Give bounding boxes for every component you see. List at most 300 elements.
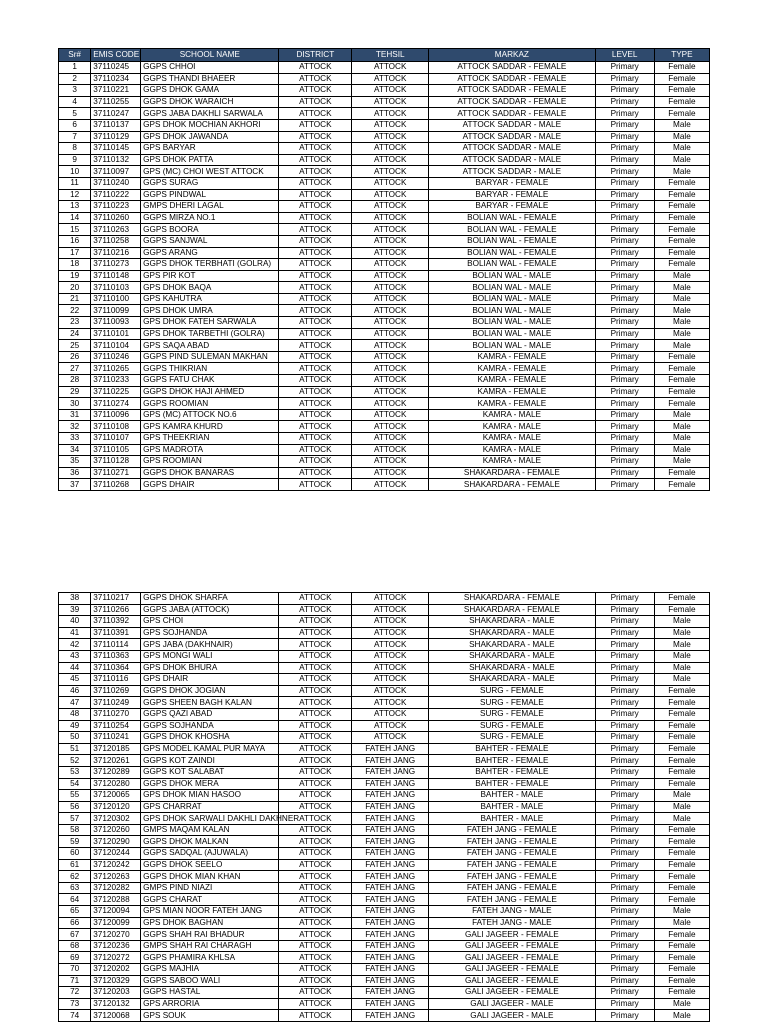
cell-tehsil: FATEH JANG <box>352 836 429 848</box>
cell-level: Primary <box>595 166 654 178</box>
cell-type: Female <box>654 952 709 964</box>
cell-markaz: BAHTER - FEMALE <box>429 778 595 790</box>
cell-tehsil: ATTOCK <box>352 85 429 97</box>
cell-level: Primary <box>595 212 654 224</box>
table-row <box>59 154 710 166</box>
cell-tehsil: ATTOCK <box>352 639 429 651</box>
cell-emis-code: 37120242 <box>91 859 141 871</box>
cell-level: Primary <box>595 433 654 445</box>
cell-sr: 52 <box>59 755 91 767</box>
cell-level: Primary <box>595 119 654 131</box>
cell-district: ATTOCK <box>279 166 352 178</box>
cell-level: Primary <box>595 340 654 352</box>
cell-sr: 57 <box>59 813 91 825</box>
header-type: TYPE <box>654 49 709 62</box>
cell-type: Female <box>654 987 709 999</box>
school-table-top <box>58 48 710 491</box>
cell-emis-code: 37120094 <box>91 906 141 918</box>
cell-tehsil: FATEH JANG <box>352 801 429 813</box>
cell-sr: 6 <box>59 119 91 131</box>
cell-district: ATTOCK <box>279 848 352 860</box>
cell-emis-code: 37110271 <box>91 467 141 479</box>
cell-tehsil: ATTOCK <box>352 212 429 224</box>
cell-district: ATTOCK <box>279 639 352 651</box>
table-row <box>59 685 710 697</box>
cell-type: Female <box>654 212 709 224</box>
cell-emis-code: 37110392 <box>91 616 141 628</box>
cell-sr: 56 <box>59 801 91 813</box>
cell-level: Primary <box>595 952 654 964</box>
table-row <box>59 766 710 778</box>
cell-emis-code: 37110129 <box>91 131 141 143</box>
cell-markaz: KAMRA - FEMALE <box>429 386 595 398</box>
table-row <box>59 801 710 813</box>
cell-sr: 55 <box>59 790 91 802</box>
table-row <box>59 340 710 352</box>
cell-level: Primary <box>595 444 654 456</box>
cell-emis-code: 37110241 <box>91 732 141 744</box>
cell-level: Primary <box>595 467 654 479</box>
table-row <box>59 917 710 929</box>
cell-markaz: GALI JAGEER - FEMALE <box>429 964 595 976</box>
cell-markaz: KAMRA - MALE <box>429 409 595 421</box>
header-district: DISTRICT <box>279 49 352 62</box>
cell-tehsil: ATTOCK <box>352 593 429 605</box>
table-row <box>59 479 710 491</box>
cell-district: ATTOCK <box>279 85 352 97</box>
cell-district: ATTOCK <box>279 708 352 720</box>
cell-district: ATTOCK <box>279 363 352 375</box>
cell-level: Primary <box>595 929 654 941</box>
cell-emis-code: 37120282 <box>91 882 141 894</box>
cell-sr: 20 <box>59 282 91 294</box>
cell-type: Female <box>654 604 709 616</box>
cell-emis-code: 37110105 <box>91 444 141 456</box>
table-row <box>59 755 710 767</box>
cell-markaz: SURG - FEMALE <box>429 697 595 709</box>
cell-markaz: BAHTER - FEMALE <box>429 743 595 755</box>
cell-type: Male <box>654 119 709 131</box>
cell-markaz: SHAKARDARA - FEMALE <box>429 593 595 605</box>
cell-tehsil: ATTOCK <box>352 247 429 259</box>
cell-type: Female <box>654 720 709 732</box>
cell-emis-code: 37110093 <box>91 317 141 329</box>
cell-markaz: ATTOCK SADDAR - FEMALE <box>429 73 595 85</box>
table-body-bottom <box>59 593 710 1022</box>
cell-type: Male <box>654 305 709 317</box>
cell-tehsil: ATTOCK <box>352 201 429 213</box>
cell-district: ATTOCK <box>279 328 352 340</box>
cell-type: Female <box>654 62 709 74</box>
cell-level: Primary <box>595 708 654 720</box>
cell-level: Primary <box>595 270 654 282</box>
table-row <box>59 467 710 479</box>
cell-district: ATTOCK <box>279 755 352 767</box>
cell-school-name: GMPS MAQAM KALAN <box>141 824 279 836</box>
cell-type: Female <box>654 848 709 860</box>
cell-district: ATTOCK <box>279 456 352 468</box>
cell-level: Primary <box>595 247 654 259</box>
table-row <box>59 386 710 398</box>
cell-markaz: SURG - FEMALE <box>429 732 595 744</box>
table-row <box>59 96 710 108</box>
cell-sr: 8 <box>59 143 91 155</box>
cell-sr: 21 <box>59 293 91 305</box>
cell-district: ATTOCK <box>279 143 352 155</box>
cell-sr: 64 <box>59 894 91 906</box>
cell-markaz: BARYAR - FEMALE <box>429 201 595 213</box>
cell-type: Female <box>654 386 709 398</box>
table-row <box>59 952 710 964</box>
cell-type: Male <box>654 433 709 445</box>
cell-sr: 60 <box>59 848 91 860</box>
cell-sr: 40 <box>59 616 91 628</box>
cell-emis-code: 37110363 <box>91 650 141 662</box>
cell-level: Primary <box>595 131 654 143</box>
cell-district: ATTOCK <box>279 975 352 987</box>
cell-tehsil: ATTOCK <box>352 433 429 445</box>
cell-school-name: GGPS CHHOI <box>141 62 279 74</box>
cell-type: Female <box>654 859 709 871</box>
cell-emis-code: 37110254 <box>91 720 141 732</box>
cell-level: Primary <box>595 894 654 906</box>
table-row <box>59 108 710 120</box>
cell-type: Female <box>654 836 709 848</box>
table-row <box>59 421 710 433</box>
cell-type: Female <box>654 363 709 375</box>
cell-markaz: KAMRA - FEMALE <box>429 375 595 387</box>
cell-sr: 71 <box>59 975 91 987</box>
cell-level: Primary <box>595 778 654 790</box>
table-row <box>59 998 710 1010</box>
table-row <box>59 940 710 952</box>
cell-emis-code: 37110107 <box>91 433 141 445</box>
cell-tehsil: FATEH JANG <box>352 906 429 918</box>
cell-tehsil: ATTOCK <box>352 386 429 398</box>
cell-level: Primary <box>595 964 654 976</box>
cell-level: Primary <box>595 662 654 674</box>
cell-sr: 59 <box>59 836 91 848</box>
cell-markaz: FATEH JANG - MALE <box>429 906 595 918</box>
cell-type: Female <box>654 929 709 941</box>
table-row <box>59 743 710 755</box>
cell-district: ATTOCK <box>279 917 352 929</box>
cell-school-name: GGPS DHOK MERA <box>141 778 279 790</box>
cell-markaz: GALI JAGEER - FEMALE <box>429 952 595 964</box>
cell-markaz: SHAKARDARA - MALE <box>429 662 595 674</box>
cell-school-name: GGPS JABA DAKHLI SARWALA <box>141 108 279 120</box>
cell-district: ATTOCK <box>279 177 352 189</box>
cell-markaz: ATTOCK SADDAR - MALE <box>429 166 595 178</box>
cell-type: Female <box>654 247 709 259</box>
cell-level: Primary <box>595 627 654 639</box>
cell-sr: 72 <box>59 987 91 999</box>
cell-markaz: GALI JAGEER - MALE <box>429 1010 595 1022</box>
cell-emis-code: 37110222 <box>91 189 141 201</box>
table-row <box>59 848 710 860</box>
cell-school-name: GGPS DHOK JOGIAN <box>141 685 279 697</box>
cell-school-name: GPS CHOI <box>141 616 279 628</box>
cell-markaz: SHAKARDARA - MALE <box>429 639 595 651</box>
cell-school-name: GGPS FATU CHAK <box>141 375 279 387</box>
cell-district: ATTOCK <box>279 212 352 224</box>
cell-school-name: GMPS DHERI LAGAL <box>141 201 279 213</box>
cell-type: Female <box>654 778 709 790</box>
cell-district: ATTOCK <box>279 467 352 479</box>
cell-type: Female <box>654 743 709 755</box>
table-row <box>59 674 710 686</box>
cell-sr: 31 <box>59 409 91 421</box>
cell-type: Female <box>654 685 709 697</box>
cell-tehsil: FATEH JANG <box>352 917 429 929</box>
header-emis-code: EMIS CODE <box>91 49 141 62</box>
cell-sr: 36 <box>59 467 91 479</box>
cell-emis-code: 37120202 <box>91 964 141 976</box>
cell-type: Male <box>654 917 709 929</box>
table-row <box>59 363 710 375</box>
cell-markaz: FATEH JANG - MALE <box>429 917 595 929</box>
cell-markaz: BOLIAN WAL - MALE <box>429 328 595 340</box>
cell-emis-code: 37110128 <box>91 456 141 468</box>
cell-markaz: BOLIAN WAL - FEMALE <box>429 224 595 236</box>
cell-tehsil: ATTOCK <box>352 363 429 375</box>
cell-type: Female <box>654 201 709 213</box>
cell-level: Primary <box>595 917 654 929</box>
cell-markaz: ATTOCK SADDAR - FEMALE <box>429 108 595 120</box>
cell-emis-code: 37110101 <box>91 328 141 340</box>
cell-tehsil: FATEH JANG <box>352 987 429 999</box>
cell-type: Male <box>654 790 709 802</box>
cell-type: Female <box>654 593 709 605</box>
cell-markaz: BAHTER - MALE <box>429 813 595 825</box>
cell-district: ATTOCK <box>279 398 352 410</box>
cell-emis-code: 37120288 <box>91 894 141 906</box>
cell-school-name: GPS MODEL KAMAL PUR MAYA <box>141 743 279 755</box>
cell-district: ATTOCK <box>279 616 352 628</box>
cell-markaz: GALI JAGEER - FEMALE <box>429 940 595 952</box>
cell-sr: 41 <box>59 627 91 639</box>
cell-school-name: GPS DHOK BAGHAN <box>141 917 279 929</box>
cell-district: ATTOCK <box>279 801 352 813</box>
cell-markaz: ATTOCK SADDAR - MALE <box>429 131 595 143</box>
cell-tehsil: ATTOCK <box>352 143 429 155</box>
cell-tehsil: ATTOCK <box>352 166 429 178</box>
cell-emis-code: 37110137 <box>91 119 141 131</box>
cell-level: Primary <box>595 859 654 871</box>
table-row <box>59 85 710 97</box>
cell-district: ATTOCK <box>279 732 352 744</box>
cell-school-name: GGPS DHOK SHARFA <box>141 593 279 605</box>
cell-school-name: GGPS SURAG <box>141 177 279 189</box>
cell-markaz: ATTOCK SADDAR - MALE <box>429 143 595 155</box>
cell-emis-code: 37110132 <box>91 154 141 166</box>
cell-tehsil: FATEH JANG <box>352 871 429 883</box>
table-row <box>59 871 710 883</box>
cell-sr: 30 <box>59 398 91 410</box>
cell-type: Female <box>654 708 709 720</box>
cell-district: ATTOCK <box>279 813 352 825</box>
cell-district: ATTOCK <box>279 154 352 166</box>
cell-emis-code: 37110266 <box>91 604 141 616</box>
cell-level: Primary <box>595 836 654 848</box>
cell-sr: 50 <box>59 732 91 744</box>
cell-district: ATTOCK <box>279 293 352 305</box>
cell-school-name: GGPS DHOK MALKAN <box>141 836 279 848</box>
table-row <box>59 987 710 999</box>
cell-district: ATTOCK <box>279 882 352 894</box>
cell-type: Male <box>654 293 709 305</box>
cell-district: ATTOCK <box>279 871 352 883</box>
cell-school-name: GGPS SANJWAL <box>141 235 279 247</box>
cell-level: Primary <box>595 987 654 999</box>
cell-emis-code: 37110099 <box>91 305 141 317</box>
cell-tehsil: ATTOCK <box>352 270 429 282</box>
cell-school-name: GGPS DHOK HAJI AHMED <box>141 386 279 398</box>
cell-tehsil: ATTOCK <box>352 720 429 732</box>
cell-district: ATTOCK <box>279 108 352 120</box>
cell-district: ATTOCK <box>279 375 352 387</box>
cell-markaz: BOLIAN WAL - MALE <box>429 305 595 317</box>
table-row <box>59 119 710 131</box>
cell-school-name: GPS MIAN NOOR FATEH JANG <box>141 906 279 918</box>
cell-emis-code: 37110240 <box>91 177 141 189</box>
cell-type: Female <box>654 96 709 108</box>
cell-sr: 22 <box>59 305 91 317</box>
cell-school-name: GPS DHOK MOCHIAN AKHORI <box>141 119 279 131</box>
cell-tehsil: FATEH JANG <box>352 766 429 778</box>
cell-district: ATTOCK <box>279 201 352 213</box>
cell-markaz: BOLIAN WAL - MALE <box>429 317 595 329</box>
cell-markaz: SHAKARDARA - FEMALE <box>429 479 595 491</box>
cell-sr: 65 <box>59 906 91 918</box>
cell-emis-code: 37110100 <box>91 293 141 305</box>
cell-level: Primary <box>595 398 654 410</box>
cell-tehsil: ATTOCK <box>352 305 429 317</box>
cell-markaz: FATEH JANG - FEMALE <box>429 848 595 860</box>
table-row <box>59 293 710 305</box>
cell-type: Female <box>654 479 709 491</box>
cell-sr: 11 <box>59 177 91 189</box>
cell-emis-code: 37110249 <box>91 697 141 709</box>
cell-markaz: KAMRA - MALE <box>429 433 595 445</box>
table-row <box>59 1010 710 1022</box>
cell-tehsil: FATEH JANG <box>352 952 429 964</box>
cell-emis-code: 37110265 <box>91 363 141 375</box>
cell-type: Female <box>654 375 709 387</box>
cell-sr: 25 <box>59 340 91 352</box>
cell-sr: 73 <box>59 998 91 1010</box>
cell-district: ATTOCK <box>279 73 352 85</box>
cell-tehsil: ATTOCK <box>352 131 429 143</box>
cell-emis-code: 37110273 <box>91 259 141 271</box>
cell-markaz: GALI JAGEER - FEMALE <box>429 987 595 999</box>
cell-emis-code: 37110116 <box>91 674 141 686</box>
cell-type: Male <box>654 801 709 813</box>
table-row <box>59 639 710 651</box>
cell-level: Primary <box>595 96 654 108</box>
cell-school-name: GPS KAHUTRA <box>141 293 279 305</box>
cell-tehsil: ATTOCK <box>352 62 429 74</box>
cell-type: Male <box>654 998 709 1010</box>
cell-school-name: GPS MONGI WALI <box>141 650 279 662</box>
cell-school-name: GGPS SHAH RAI BHADUR <box>141 929 279 941</box>
cell-markaz: SURG - FEMALE <box>429 720 595 732</box>
cell-sr: 74 <box>59 1010 91 1022</box>
cell-type: Female <box>654 871 709 883</box>
cell-type: Female <box>654 351 709 363</box>
cell-tehsil: FATEH JANG <box>352 743 429 755</box>
cell-emis-code: 37110268 <box>91 479 141 491</box>
cell-district: ATTOCK <box>279 627 352 639</box>
cell-type: Male <box>654 627 709 639</box>
cell-level: Primary <box>595 235 654 247</box>
table-row <box>59 328 710 340</box>
cell-tehsil: ATTOCK <box>352 732 429 744</box>
cell-tehsil: FATEH JANG <box>352 975 429 987</box>
cell-sr: 1 <box>59 62 91 74</box>
cell-markaz: BAHTER - MALE <box>429 801 595 813</box>
table-row <box>59 409 710 421</box>
cell-sr: 42 <box>59 639 91 651</box>
cell-markaz: SHAKARDARA - MALE <box>429 650 595 662</box>
cell-type: Male <box>654 270 709 282</box>
cell-markaz: FATEH JANG - FEMALE <box>429 882 595 894</box>
cell-markaz: ATTOCK SADDAR - MALE <box>429 119 595 131</box>
cell-level: Primary <box>595 801 654 813</box>
cell-level: Primary <box>595 766 654 778</box>
cell-sr: 66 <box>59 917 91 929</box>
cell-level: Primary <box>595 743 654 755</box>
table-row <box>59 662 710 674</box>
cell-level: Primary <box>595 824 654 836</box>
cell-district: ATTOCK <box>279 305 352 317</box>
cell-school-name: GGPS KOT ZAINDI <box>141 755 279 767</box>
cell-level: Primary <box>595 882 654 894</box>
cell-markaz: BOLIAN WAL - FEMALE <box>429 235 595 247</box>
cell-district: ATTOCK <box>279 662 352 674</box>
table-row <box>59 247 710 259</box>
cell-emis-code: 37110245 <box>91 62 141 74</box>
cell-school-name: GGPS DHOK BANARAS <box>141 467 279 479</box>
table-row <box>59 351 710 363</box>
cell-district: ATTOCK <box>279 697 352 709</box>
table-row <box>59 975 710 987</box>
cell-level: Primary <box>595 143 654 155</box>
cell-tehsil: ATTOCK <box>352 616 429 628</box>
cell-markaz: SURG - FEMALE <box>429 708 595 720</box>
cell-emis-code: 37120270 <box>91 929 141 941</box>
cell-school-name: GPS DHOK PATTA <box>141 154 279 166</box>
cell-school-name: GGPS KOT SALABAT <box>141 766 279 778</box>
cell-tehsil: ATTOCK <box>352 444 429 456</box>
cell-emis-code: 37120260 <box>91 824 141 836</box>
cell-tehsil: ATTOCK <box>352 108 429 120</box>
cell-sr: 38 <box>59 593 91 605</box>
cell-sr: 49 <box>59 720 91 732</box>
header-sr: Sr# <box>59 49 91 62</box>
cell-level: Primary <box>595 375 654 387</box>
cell-school-name: GGPS PIND SULEMAN MAKHAN <box>141 351 279 363</box>
cell-sr: 4 <box>59 96 91 108</box>
cell-district: ATTOCK <box>279 906 352 918</box>
cell-district: ATTOCK <box>279 444 352 456</box>
cell-tehsil: ATTOCK <box>352 189 429 201</box>
cell-tehsil: FATEH JANG <box>352 813 429 825</box>
cell-markaz: KAMRA - MALE <box>429 456 595 468</box>
cell-markaz: BOLIAN WAL - FEMALE <box>429 247 595 259</box>
cell-tehsil: FATEH JANG <box>352 940 429 952</box>
cell-district: ATTOCK <box>279 433 352 445</box>
